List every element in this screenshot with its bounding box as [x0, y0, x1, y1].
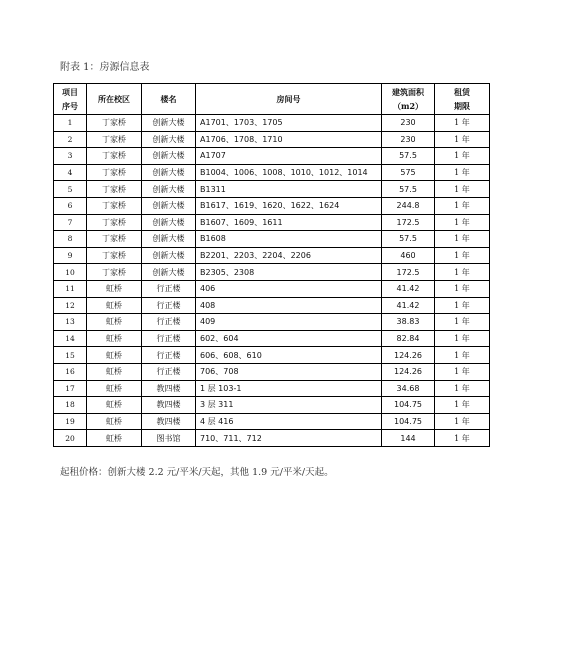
campus-cell: 虹桥: [87, 280, 142, 297]
room-number-cell: 409: [196, 314, 382, 331]
room-number-cell: B2201、2203、2204、2206: [196, 247, 382, 264]
table-row: [54, 330, 490, 347]
building-cell: 教四楼: [142, 380, 196, 397]
serial-number-cell: 16: [54, 363, 87, 380]
room-number-cell: 1 层 103-1: [196, 380, 382, 397]
header-building: 楼名: [142, 84, 196, 115]
table-row: [54, 397, 490, 414]
serial-number-cell: 2: [54, 131, 87, 148]
floor-area-cell: 38.83: [382, 314, 435, 331]
lease-term-cell: 1 年: [435, 115, 490, 132]
room-number-cell: 606、608、610: [196, 347, 382, 364]
serial-number-cell: 20: [54, 430, 87, 447]
table-row: [54, 131, 490, 148]
room-number-cell: A1707: [196, 148, 382, 165]
header-room-number: 房间号: [196, 84, 382, 115]
building-cell: 行正楼: [142, 363, 196, 380]
serial-number-cell: 17: [54, 380, 87, 397]
lease-term-cell: 1 年: [435, 297, 490, 314]
table-row: [54, 264, 490, 281]
lease-term-cell: 1 年: [435, 413, 490, 430]
lease-term-cell: 1 年: [435, 231, 490, 248]
header-lease-term: 租赁 期限: [435, 84, 490, 115]
table-row: [54, 297, 490, 314]
building-cell: 创新大楼: [142, 148, 196, 165]
table-row: [54, 197, 490, 214]
room-info-table: [53, 83, 490, 447]
lease-term-cell: 1 年: [435, 314, 490, 331]
building-cell: 创新大楼: [142, 264, 196, 281]
floor-area-cell: 124.26: [382, 363, 435, 380]
serial-number-cell: 14: [54, 330, 87, 347]
campus-cell: 虹桥: [87, 314, 142, 331]
floor-area-cell: 104.75: [382, 397, 435, 414]
lease-term-cell: 1 年: [435, 397, 490, 414]
room-number-cell: B1004、1006、1008、1010、1012、1014: [196, 164, 382, 181]
campus-cell: 丁家桥: [87, 131, 142, 148]
lease-term-cell: 1 年: [435, 181, 490, 198]
serial-number-cell: 9: [54, 247, 87, 264]
floor-area-cell: 124.26: [382, 347, 435, 364]
campus-cell: 丁家桥: [87, 115, 142, 132]
room-number-cell: 4 层 416: [196, 413, 382, 430]
room-number-cell: B1311: [196, 181, 382, 198]
lease-term-cell: 1 年: [435, 131, 490, 148]
lease-term-cell: 1 年: [435, 330, 490, 347]
serial-number-cell: 4: [54, 164, 87, 181]
campus-cell: 丁家桥: [87, 231, 142, 248]
serial-number-cell: 5: [54, 181, 87, 198]
floor-area-cell: 172.5: [382, 214, 435, 231]
campus-cell: 丁家桥: [87, 264, 142, 281]
serial-number-cell: 6: [54, 197, 87, 214]
campus-cell: 丁家桥: [87, 164, 142, 181]
room-number-cell: 3 层 311: [196, 397, 382, 414]
table-row: [54, 115, 490, 132]
serial-number-cell: 13: [54, 314, 87, 331]
building-cell: 创新大楼: [142, 115, 196, 132]
lease-term-cell: 1 年: [435, 280, 490, 297]
floor-area-cell: 172.5: [382, 264, 435, 281]
floor-area-cell: 230: [382, 131, 435, 148]
serial-number-cell: 3: [54, 148, 87, 165]
building-cell: 行正楼: [142, 314, 196, 331]
building-cell: 创新大楼: [142, 247, 196, 264]
floor-area-cell: 57.5: [382, 231, 435, 248]
floor-area-cell: 104.75: [382, 413, 435, 430]
table-row: [54, 231, 490, 248]
floor-area-cell: 34.68: [382, 380, 435, 397]
campus-cell: 虹桥: [87, 413, 142, 430]
building-cell: 图书馆: [142, 430, 196, 447]
campus-cell: 丁家桥: [87, 148, 142, 165]
floor-area-cell: 41.42: [382, 280, 435, 297]
header-serial-number: 项目 序号: [54, 84, 87, 115]
serial-number-cell: 18: [54, 397, 87, 414]
campus-cell: 丁家桥: [87, 197, 142, 214]
campus-cell: 虹桥: [87, 297, 142, 314]
room-number-cell: B1608: [196, 231, 382, 248]
building-cell: 创新大楼: [142, 131, 196, 148]
campus-cell: 虹桥: [87, 363, 142, 380]
room-number-cell: 406: [196, 280, 382, 297]
campus-cell: 虹桥: [87, 380, 142, 397]
table-row: [54, 380, 490, 397]
floor-area-cell: 230: [382, 115, 435, 132]
lease-term-cell: 1 年: [435, 164, 490, 181]
room-number-cell: A1701、1703、1705: [196, 115, 382, 132]
table-row: [54, 347, 490, 364]
room-number-cell: 710、711、712: [196, 430, 382, 447]
floor-area-cell: 82.84: [382, 330, 435, 347]
campus-cell: 虹桥: [87, 397, 142, 414]
campus-cell: 丁家桥: [87, 214, 142, 231]
table-header-row: [54, 84, 490, 115]
lease-term-cell: 1 年: [435, 380, 490, 397]
building-cell: 行正楼: [142, 297, 196, 314]
floor-area-cell: 244.8: [382, 197, 435, 214]
floor-area-cell: 41.42: [382, 297, 435, 314]
building-cell: 教四楼: [142, 413, 196, 430]
table-row: [54, 280, 490, 297]
room-number-cell: A1706、1708、1710: [196, 131, 382, 148]
building-cell: 教四楼: [142, 397, 196, 414]
serial-number-cell: 1: [54, 115, 87, 132]
building-cell: 行正楼: [142, 330, 196, 347]
table-row: [54, 164, 490, 181]
lease-term-cell: 1 年: [435, 264, 490, 281]
room-number-cell: B2305、2308: [196, 264, 382, 281]
floor-area-cell: 57.5: [382, 148, 435, 165]
building-cell: 创新大楼: [142, 181, 196, 198]
header-floor-area: 建筑面积 （m2）: [382, 84, 435, 115]
lease-term-cell: 1 年: [435, 430, 490, 447]
room-number-cell: B1607、1609、1611: [196, 214, 382, 231]
room-number-cell: B1617、1619、1620、1622、1624: [196, 197, 382, 214]
campus-cell: 虹桥: [87, 347, 142, 364]
serial-number-cell: 7: [54, 214, 87, 231]
building-cell: 行正楼: [142, 280, 196, 297]
serial-number-cell: 11: [54, 280, 87, 297]
room-number-cell: 706、708: [196, 363, 382, 380]
campus-cell: 丁家桥: [87, 181, 142, 198]
table-row: [54, 181, 490, 198]
room-number-cell: 408: [196, 297, 382, 314]
table-row: [54, 430, 490, 447]
campus-cell: 丁家桥: [87, 247, 142, 264]
table-row: [54, 314, 490, 331]
building-cell: 行正楼: [142, 347, 196, 364]
table-row: [54, 247, 490, 264]
floor-area-cell: 57.5: [382, 181, 435, 198]
building-cell: 创新大楼: [142, 231, 196, 248]
building-cell: 创新大楼: [142, 164, 196, 181]
lease-term-cell: 1 年: [435, 347, 490, 364]
table-row: [54, 148, 490, 165]
serial-number-cell: 10: [54, 264, 87, 281]
lease-term-cell: 1 年: [435, 148, 490, 165]
table-row: [54, 363, 490, 380]
lease-term-cell: 1 年: [435, 247, 490, 264]
table-row: [54, 214, 490, 231]
starting-rent-note: 起租价格：创新大楼 2.2 元/平米/天起，其他 1.9 元/平米/天起。: [60, 467, 334, 478]
serial-number-cell: 15: [54, 347, 87, 364]
lease-term-cell: 1 年: [435, 363, 490, 380]
header-campus: 所在校区: [87, 84, 142, 115]
room-number-cell: 602、604: [196, 330, 382, 347]
lease-term-cell: 1 年: [435, 214, 490, 231]
lease-term-cell: 1 年: [435, 197, 490, 214]
table-row: [54, 413, 490, 430]
building-cell: 创新大楼: [142, 214, 196, 231]
campus-cell: 虹桥: [87, 330, 142, 347]
floor-area-cell: 460: [382, 247, 435, 264]
serial-number-cell: 19: [54, 413, 87, 430]
serial-number-cell: 12: [54, 297, 87, 314]
table-body: [54, 115, 490, 447]
campus-cell: 虹桥: [87, 430, 142, 447]
building-cell: 创新大楼: [142, 197, 196, 214]
floor-area-cell: 144: [382, 430, 435, 447]
table-caption: 附表 1：房源信息表: [60, 62, 150, 73]
floor-area-cell: 575: [382, 164, 435, 181]
serial-number-cell: 8: [54, 231, 87, 248]
